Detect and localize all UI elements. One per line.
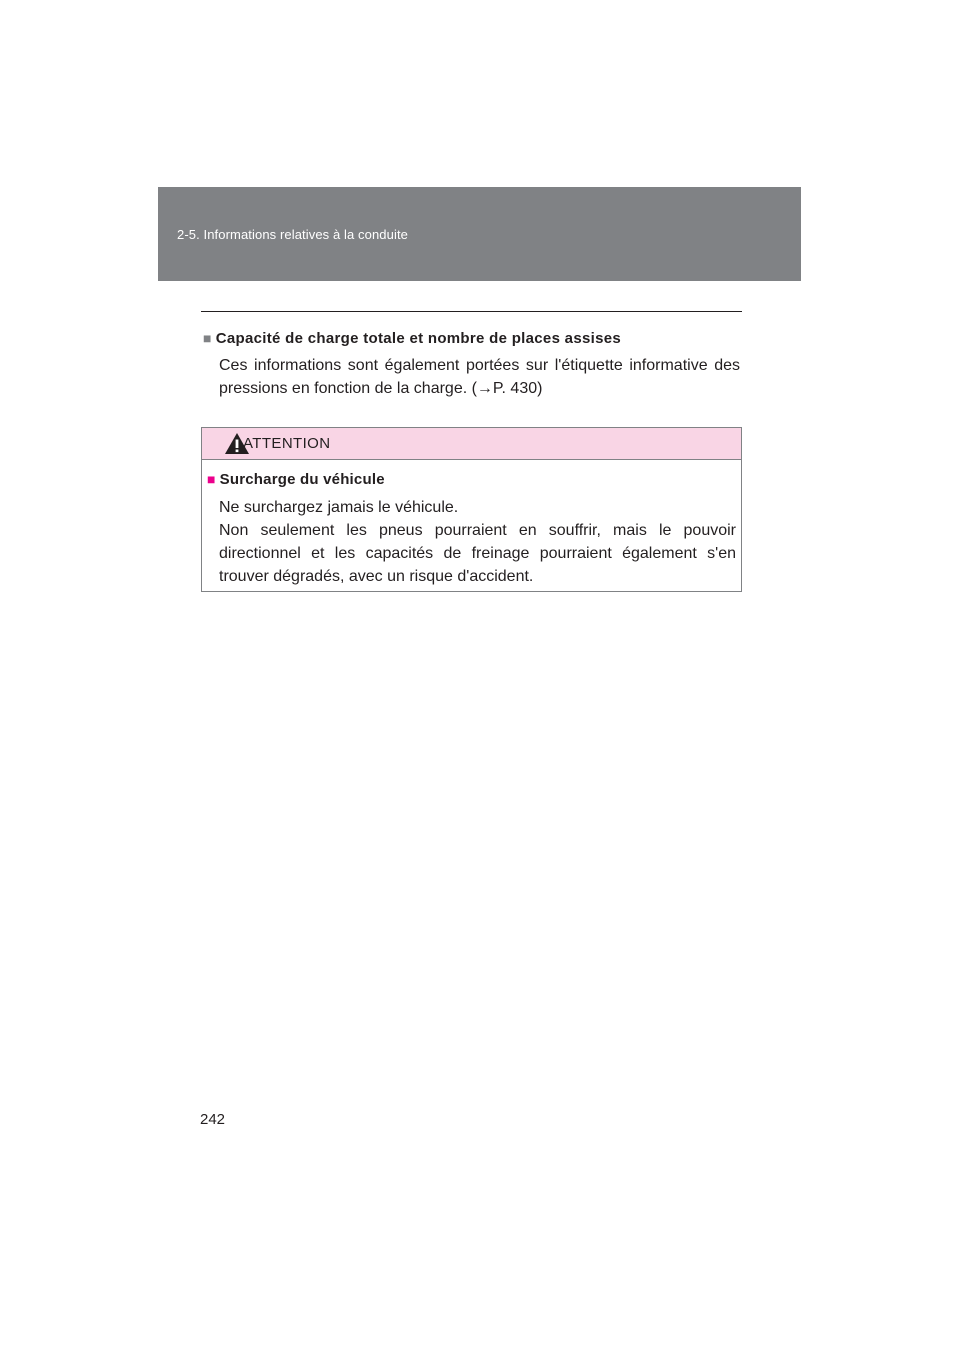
warning-line-2: Non seulement les pneus pourraient en souffrir, mais le pouvoir directionnel et les capacités de freinage pourraient également s'en trouver dégradés, avec un risque d'accident. — [219, 522, 736, 585]
warning-subtitle-text: Surcharge du véhicule — [219, 471, 385, 488]
section-title — [203, 330, 621, 347]
breadcrumb: 2-5. Informations relatives à la conduite — [177, 227, 408, 242]
section-body: Ces informations sont également portées sur l'étiquette informative des pressions en fonction de la charge. (→P. 430) — [219, 357, 740, 397]
warning-title: ATTENTION — [243, 435, 331, 452]
warning-text — [219, 496, 736, 588]
warning-box — [201, 427, 742, 592]
warning-line-1: Ne surchargez jamais le véhicule. — [219, 499, 459, 516]
warning-header — [202, 428, 741, 460]
page-number: 242 — [200, 1111, 226, 1128]
warning-subtitle — [207, 471, 385, 488]
section-divider — [201, 311, 742, 312]
section-title-text: Capacité de charge totale et nombre de places assises — [215, 330, 621, 347]
chapter-header — [158, 187, 801, 281]
square-bullet-icon: ■ — [203, 330, 212, 346]
square-bullet-icon: ■ — [207, 471, 216, 487]
